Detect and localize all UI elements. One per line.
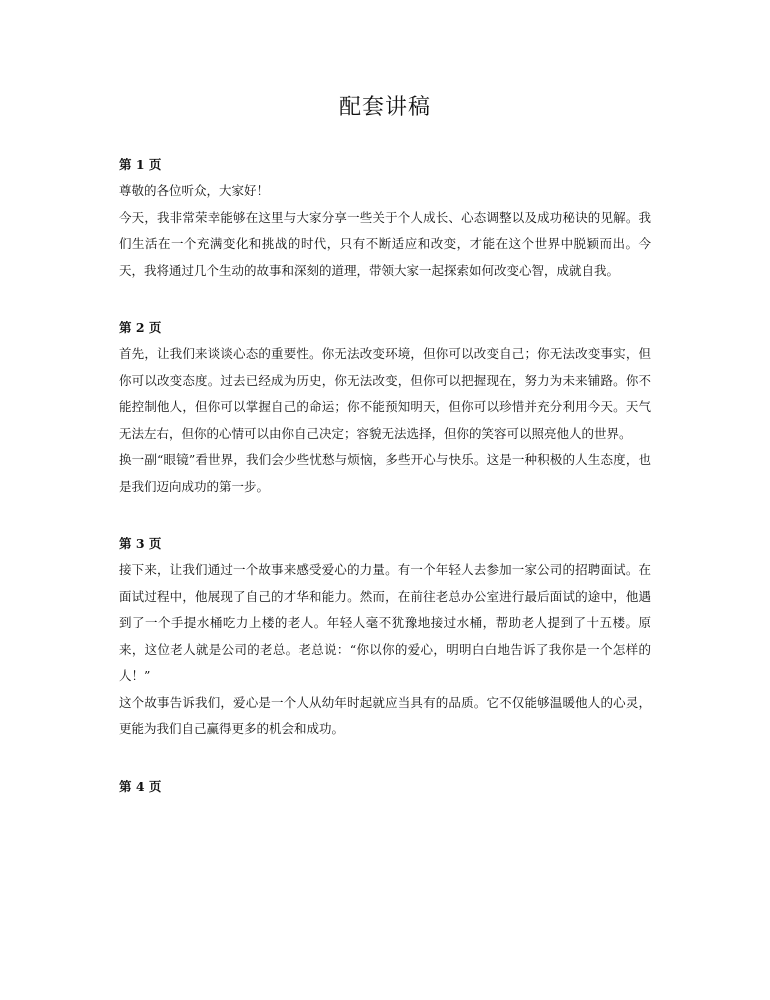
document-body — [119, 152, 651, 800]
paragraph: 接下来，让我们通过一个故事来感受爱心的力量。有一个年轻人去参加一家公司的招聘面试。在面试过程中，他展现了自己的才华和能力。然而，在前往老总办公室进行最后面试的途中，他遇到了一个手提水桶吃力上楼的老人。年轻人毫不犹豫地接过水桶，帮助老人提到了十五楼。原来，这位老人就是公司的老总。老总说：“你以你的爱心，明明白白地告诉了我你是一个怎样的人！” — [119, 562, 651, 683]
section-heading: 第 2 页 — [119, 320, 162, 335]
section-heading: 第 1 页 — [119, 157, 162, 172]
paragraph: 今天，我非常荣幸能够在这里与大家分享一些关于个人成长、心态调整以及成功秘诀的见解。我们生活在一个充满变化和挑战的时代，只有不断适应和改变，才能在这个世界中脱颖而出。今天，我将通过几个生动的故事和深刻的道理，带领大家一起探索如何改变心智，成就自我。 — [119, 209, 651, 278]
section-heading: 第 3 页 — [119, 536, 162, 551]
paragraph: 这个故事告诉我们，爱心是一个人从幼年时起就应当具有的品质。它不仅能够温暖他人的心灵，更能为我们自己赢得更多的机会和成功。 — [119, 694, 651, 736]
paragraph: 首先，让我们来谈谈心态的重要性。你无法改变环境，但你可以改变自己；你无法改变事实，但你可以改变态度。过去已经成为历史，你无法改变，但你可以把握现在，努力为未来铺路。你不能控制他人，但你可以掌握自己的命运；你不能预知明天，但你可以珍惜并充分利用今天。天气无法左右，但你的心情可以由你自己决定；容貌无法选择，但你的笑容可以照亮他人的世界。 — [119, 346, 651, 441]
section-page-1 — [119, 152, 651, 284]
section-page-4 — [119, 774, 651, 800]
section-page-2 — [119, 315, 651, 500]
document-title: 配套讲稿 — [338, 95, 431, 120]
paragraph: 尊敬的各位听众，大家好！ — [119, 183, 270, 198]
section-heading: 第 4 页 — [119, 778, 162, 794]
section-page-3 — [119, 531, 651, 743]
paragraph: 换一副“眼镜”看世界，我们会少些忧愁与烦恼，多些开心与快乐。这是一种积极的人生态度，也是我们迈向成功的第一步。 — [119, 452, 651, 494]
